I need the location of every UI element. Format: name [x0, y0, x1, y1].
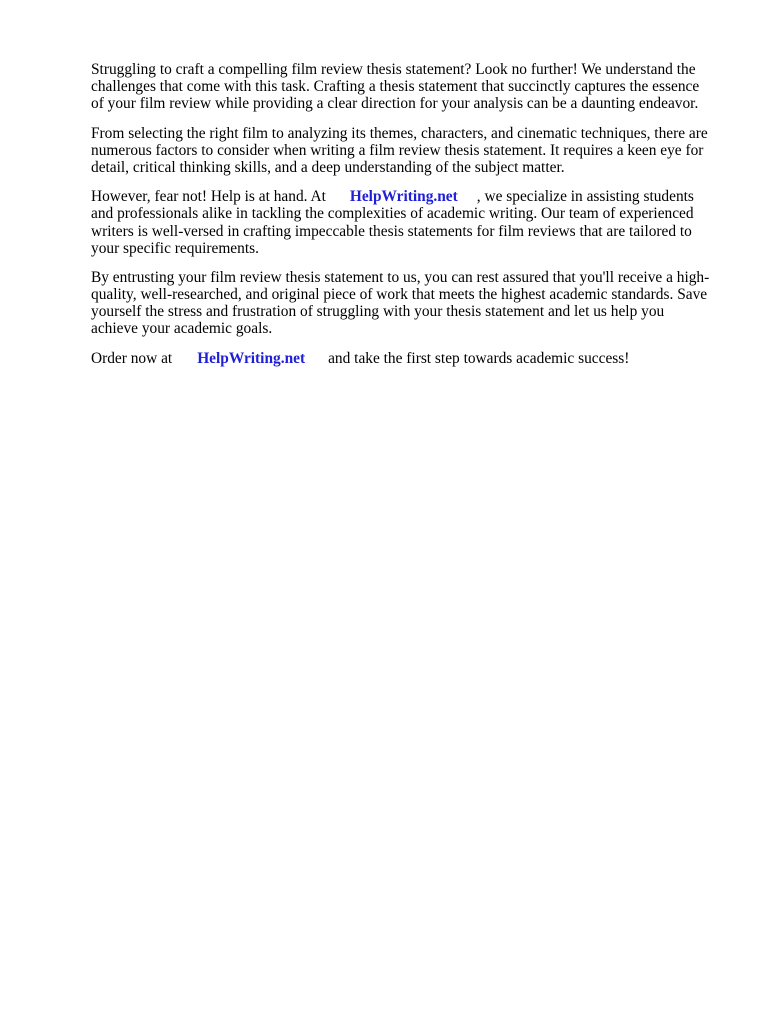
paragraph-intro	[91, 61, 721, 113]
text-fragment: , we specialize in assisting students	[476, 188, 694, 206]
paragraph-help	[91, 188, 721, 257]
text-line: and professionals alike in tackling the complexities of academic writing. Our team of experienced	[91, 205, 694, 223]
text-line: Struggling to craft a compelling film review thesis statement? Look no further! We understand the	[91, 61, 696, 78]
text-line-with-link	[91, 350, 721, 367]
paragraph-factors	[91, 125, 721, 177]
paragraph-assurance	[91, 269, 721, 338]
text-fragment: However, fear not! Help is at hand. At	[91, 188, 326, 206]
text-fragment: and take the first step towards academic success!	[328, 349, 630, 367]
text-line: your specific requirements.	[91, 239, 259, 257]
text-line: detail, critical thinking skills, and a deep understanding of the subject matter.	[91, 158, 565, 176]
text-line-with-link	[91, 188, 721, 205]
text-line: achieve your academic goals.	[91, 320, 273, 338]
text-line: of your film review while providing a clear direction for your analysis can be a daunting endeavor.	[91, 95, 699, 113]
text-line: yourself the stress and frustration of struggling with your thesis statement and let us help you	[91, 303, 665, 321]
text-fragment: Order now at	[91, 349, 173, 367]
paragraph-order	[91, 350, 721, 367]
helpwriting-link[interactable]: HelpWriting.net	[349, 188, 458, 206]
document-body	[91, 61, 721, 379]
helpwriting-link[interactable]: HelpWriting.net	[197, 349, 306, 367]
text-line: From selecting the right film to analyzing its themes, characters, and cinematic techniques, there are	[91, 124, 708, 142]
text-line: writers is well-versed in crafting impeccable thesis statements for film reviews that are tailored to	[91, 222, 692, 240]
text-line: numerous factors to consider when writing a film review thesis statement. It requires a keen eye for	[91, 141, 704, 159]
text-line: challenges that come with this task. Crafting a thesis statement that succinctly captures the essence	[91, 78, 700, 96]
text-line: quality, well-researched, and original piece of work that meets the highest academic standards. Save	[91, 286, 708, 304]
text-line: By entrusting your film review thesis statement to us, you can rest assured that you'll receive a high-	[91, 268, 710, 286]
